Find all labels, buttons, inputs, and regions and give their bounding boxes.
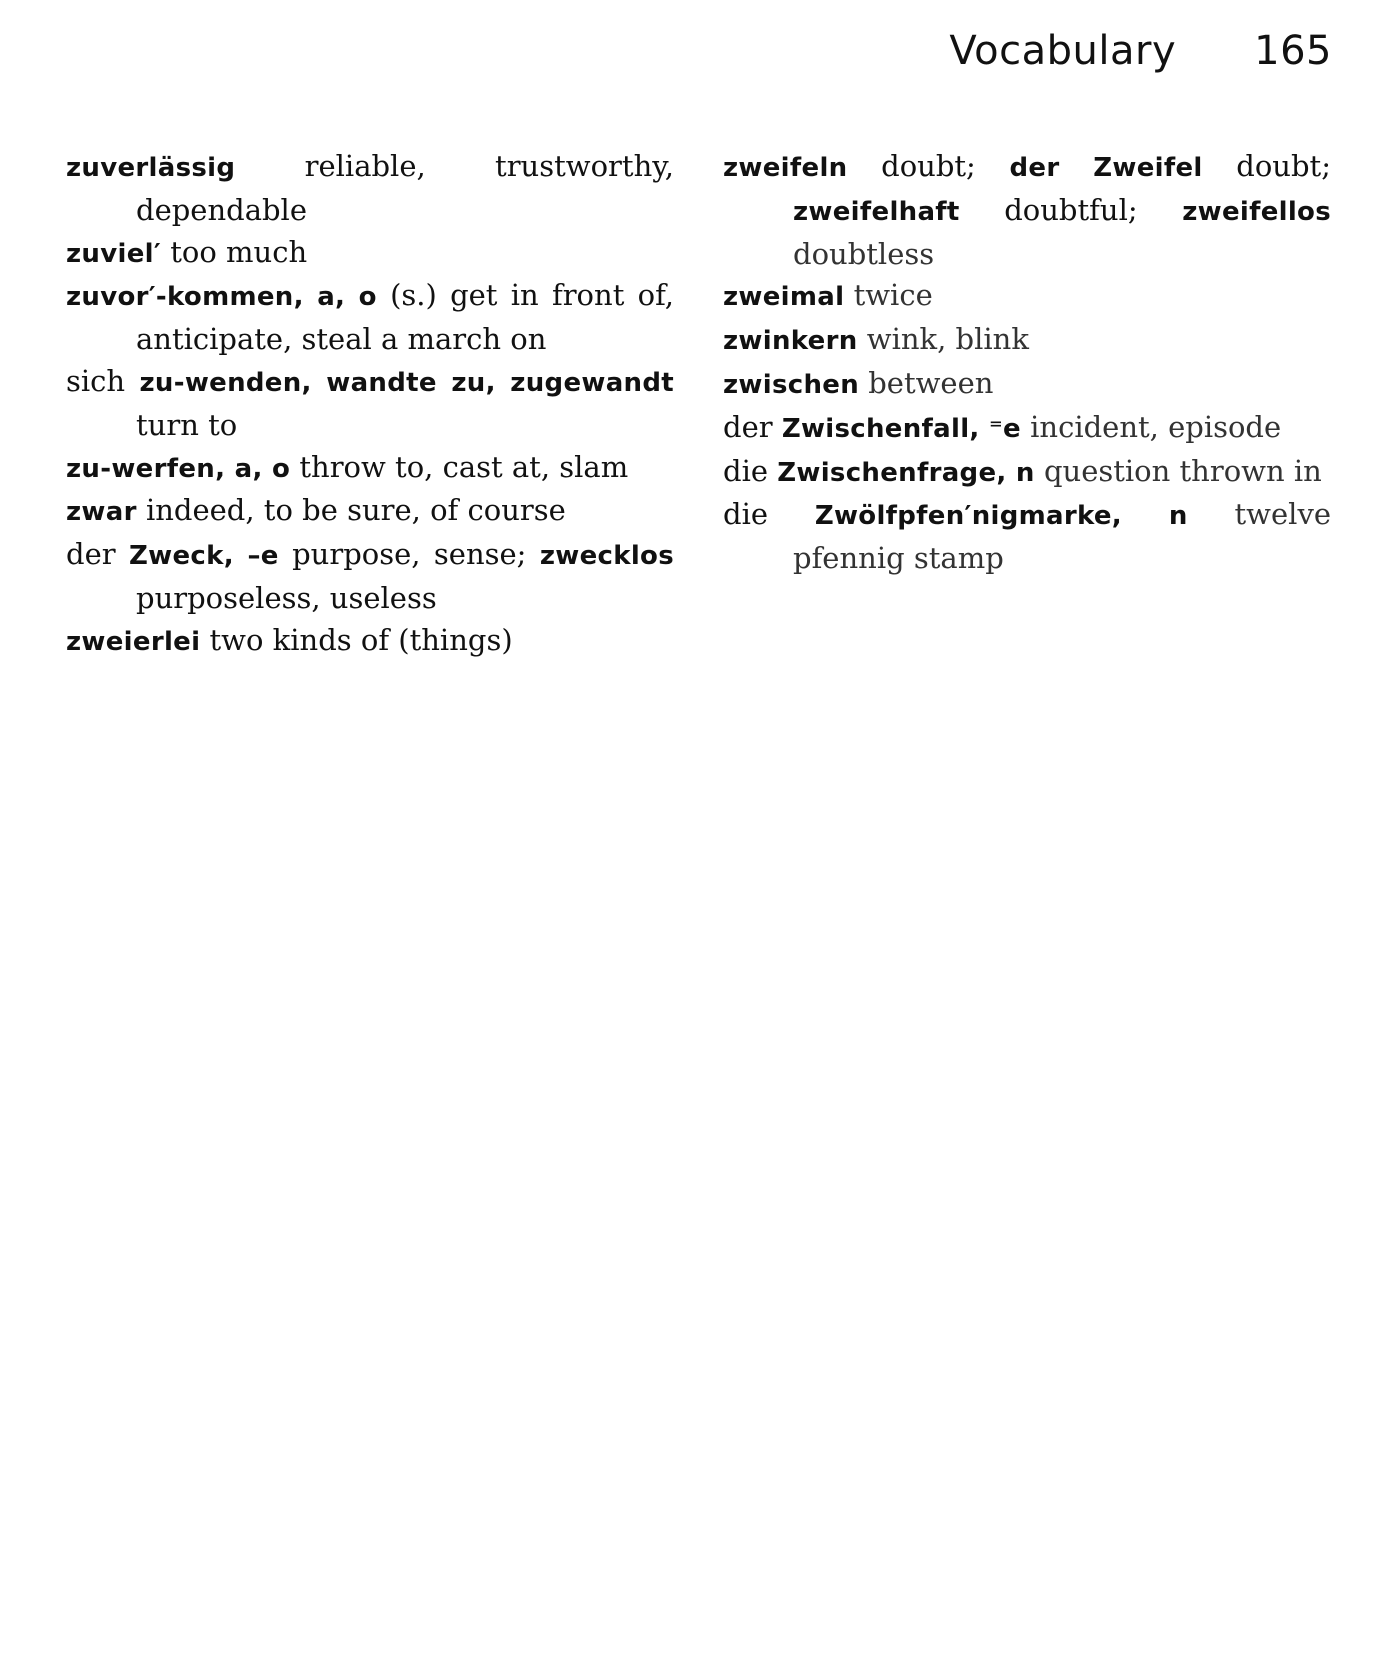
vocab-entry: [723, 494, 1331, 580]
entry-prefix: der: [66, 537, 130, 572]
page-number: 165: [1254, 28, 1332, 74]
entry-prefix: die: [723, 453, 778, 488]
entry-headword: Zwischenfrage, n: [777, 457, 1035, 488]
entry-headword: der Zweifel: [1009, 153, 1203, 183]
vocab-entry: [723, 275, 1331, 319]
right-column: [723, 146, 1331, 580]
entry-gloss: two kinds of (things): [200, 622, 513, 657]
entry-gloss: doubt;: [847, 149, 1010, 183]
entry-gloss: twice: [844, 278, 933, 313]
entry-gloss: wink, blink: [857, 322, 1029, 357]
entry-prefix: sich: [66, 363, 140, 398]
entry-headword: zwischen: [723, 369, 860, 400]
entry-prefix: die: [723, 497, 815, 532]
entry-gloss: between: [859, 365, 994, 400]
vocab-entry: [723, 146, 1331, 275]
entry-gloss: doubtless: [793, 236, 935, 271]
vocab-entry: [723, 451, 1331, 495]
entry-headword: zweifelhaft: [793, 196, 960, 227]
entry-gloss: purpose, sense;: [278, 537, 540, 572]
vocab-entry: [66, 146, 674, 232]
entry-headword: zweifellos: [1182, 196, 1331, 227]
entry-headword: zu-werfen, a, o: [66, 453, 291, 484]
entry-headword: zuverlässig: [66, 153, 236, 183]
entry-gloss: doubt;: [1202, 149, 1331, 183]
entry-gloss: (s.) get in front of, anticipate, steal a march on: [136, 278, 675, 357]
vocab-entry: [66, 447, 674, 491]
entry-headword: Zweck, –e: [129, 541, 279, 572]
vocab-entry: [66, 490, 674, 534]
entry-gloss: indeed, to be sure, of course: [136, 493, 566, 528]
entry-gloss: question thrown in: [1034, 453, 1322, 488]
vocab-entry: [66, 534, 674, 620]
entry-gloss: throw to, cast at, slam: [290, 449, 629, 484]
entry-gloss: incident, episode: [1020, 409, 1282, 444]
entry-gloss: turn to: [136, 407, 238, 442]
entry-headword: zweierlei: [66, 626, 201, 657]
vocab-entry: [723, 319, 1331, 363]
entry-gloss: reliable, trustworthy, dependable: [136, 149, 674, 227]
entry-headword: zwecklos: [539, 541, 674, 572]
vocab-entry: [66, 232, 674, 276]
entry-gloss: doubtful;: [959, 192, 1183, 227]
entry-headword: zwinkern: [723, 326, 858, 357]
entry-headword: zweimal: [723, 282, 845, 313]
vocab-entry: [723, 407, 1331, 451]
entry-headword: zwar: [66, 497, 137, 528]
vocab-entry: [66, 275, 674, 361]
entry-headword: Zwischenfall, ⁼e: [781, 413, 1021, 444]
entry-headword: zuviel′: [66, 238, 162, 269]
entry-gloss: too much: [161, 234, 308, 269]
entry-gloss: purposeless, useless: [136, 580, 437, 615]
vocab-entry: [723, 363, 1331, 407]
entry-gloss: twelve pfennig stamp: [793, 497, 1331, 576]
vocab-entry: [66, 620, 674, 664]
entry-headword: Zwölfpfen′nigmarke, n: [814, 501, 1188, 532]
vocab-entry: [66, 361, 674, 447]
entry-headword: zu-wenden, wandte zu, zugewandt: [139, 367, 674, 398]
left-column: [66, 146, 674, 664]
running-header-title: Vocabulary: [949, 28, 1177, 74]
entry-prefix: der: [723, 409, 782, 444]
running-header: [949, 28, 1332, 74]
entry-headword: zuvor′-kommen, a, o: [66, 282, 377, 313]
entry-headword: zweifeln: [723, 153, 848, 183]
